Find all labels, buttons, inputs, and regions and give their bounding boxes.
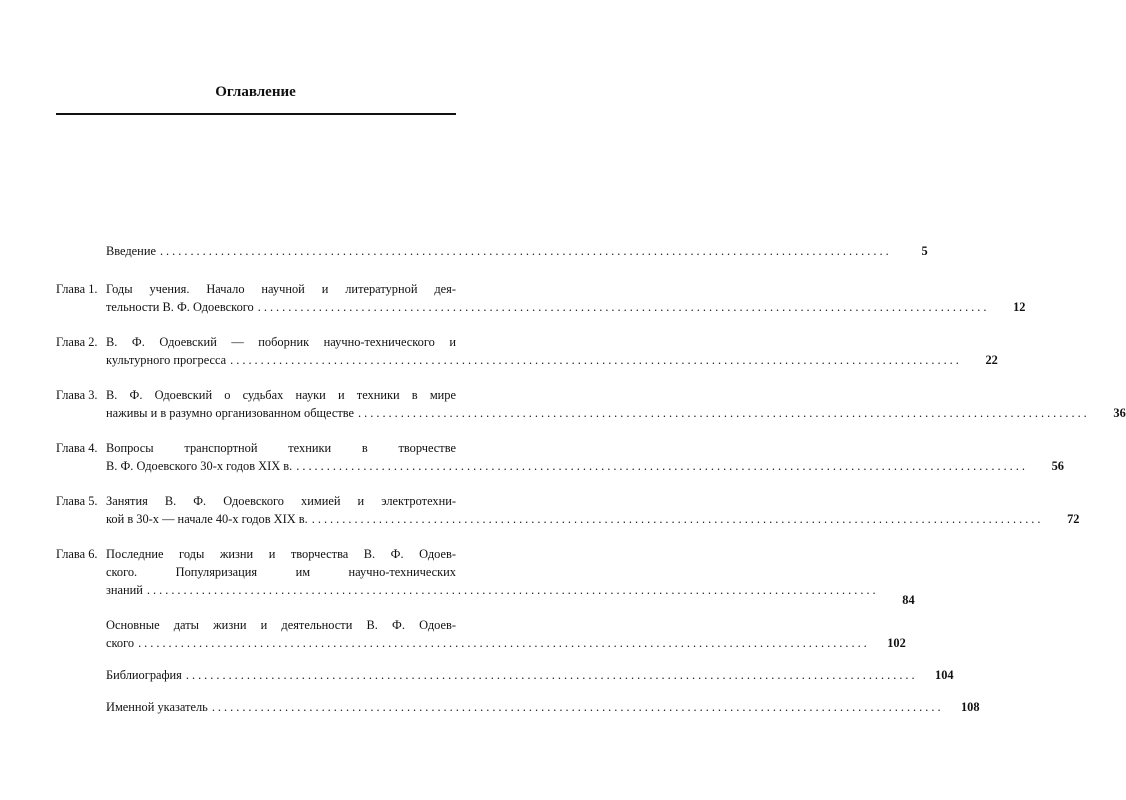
toc-entry (56, 492, 1080, 528)
toc-chapter-label: Глава 3. (56, 388, 98, 402)
toc-page-number: 72 (1067, 512, 1080, 526)
toc-entry (56, 545, 915, 607)
toc-chapter-label: Глава 4. (56, 441, 98, 455)
toc-entry-text (106, 492, 1080, 528)
toc-entry-text (106, 242, 928, 260)
toc-leader-dots: ........................................................................................................................ (230, 353, 962, 367)
toc-page-number: 108 (960, 700, 980, 714)
toc-page-number: 104 (935, 668, 954, 682)
toc-line: Последние годы жизни и творчества В. Ф. Одоев- (106, 547, 456, 561)
toc-line: В. Ф. Одоевский — поборник научно-технического и (106, 335, 456, 349)
toc-entry (56, 698, 980, 716)
toc-page-number: 102 (887, 636, 906, 650)
toc-line: ского. Популяризация им научно-технических (106, 565, 456, 579)
toc-page-number: 22 (985, 353, 998, 367)
toc-leader-dots: ........................................................................................................................ (185, 668, 918, 682)
toc-line: Занятия В. Ф. Одоевского химией и электротехни- (106, 494, 456, 508)
toc-leader-dots: ........................................................................................................................ (358, 406, 1090, 420)
toc-entry (56, 333, 998, 369)
toc-entry-text (106, 666, 954, 684)
toc-page-number: 56 (1051, 459, 1064, 473)
toc-line: Именной указатель (106, 700, 208, 714)
toc-entry (56, 386, 1126, 422)
toc-line: Годы учения. Начало научной и литературной дея- (106, 282, 456, 296)
toc-line: Введение (106, 244, 156, 258)
toc-line: тельности В. Ф. Одоевского (106, 300, 254, 314)
toc-line: Библиография (106, 668, 182, 682)
toc-leader-dots: ........................................................................................................................ (159, 244, 892, 258)
toc-entry (56, 439, 1064, 475)
toc-leader-dots: ........................................................................................................................ (296, 459, 1028, 473)
toc-line: Основные даты жизни и деятельности В. Ф. Одоев- (106, 618, 456, 632)
toc-line: Вопросы транспортной техники в творчестве (106, 441, 456, 455)
toc-entry (56, 280, 1026, 316)
toc-page-number: 5 (921, 244, 928, 258)
toc-page-number: 12 (1013, 300, 1026, 314)
toc-leader-dots: ........................................................................................................................ (138, 636, 870, 650)
toc-entry (56, 666, 954, 684)
toc-entry-text (106, 386, 1126, 422)
toc-line: В. Ф. Одоевский о судьбах науки и техники в мире (106, 388, 456, 402)
toc-entry-text (106, 698, 980, 716)
toc-line: В. Ф. Одоевского 30-х годов XIX в. (106, 459, 293, 473)
toc-entry (56, 616, 906, 652)
toc-leader-dots: ........................................................................................................................ (146, 583, 879, 597)
toc-page-number: 36 (1113, 406, 1126, 420)
toc-chapter-label: Глава 5. (56, 494, 98, 508)
page-title: Оглавление (215, 84, 296, 100)
toc-entry-text (106, 333, 998, 369)
toc-leader-dots: ........................................................................................................................ (211, 700, 944, 714)
toc-entry-text (106, 616, 906, 652)
toc-entry-text (106, 439, 1064, 475)
toc-line: знаний (106, 583, 143, 597)
toc-line: кой в 30-х — начале 40-х годов XIX в. (106, 512, 308, 526)
toc-line: ского (106, 636, 135, 650)
toc-leader-dots: ........................................................................................................................ (257, 300, 990, 314)
toc-chapter-label: Глава 2. (56, 335, 98, 349)
toc-entry-text (106, 280, 1026, 316)
toc-line: наживы и в разумно организованном обществе (106, 406, 355, 420)
toc-entry (56, 242, 928, 260)
toc-line: культурного прогресса (106, 353, 227, 367)
table-of-contents (56, 242, 1126, 730)
toc-entry-text (106, 545, 915, 607)
toc-chapter-label: Глава 6. (56, 547, 98, 561)
toc-leader-dots: ........................................................................................................................ (311, 512, 1044, 526)
title-rule (56, 113, 456, 115)
toc-page-number: 84 (902, 593, 915, 607)
toc-chapter-label: Глава 1. (56, 282, 98, 296)
